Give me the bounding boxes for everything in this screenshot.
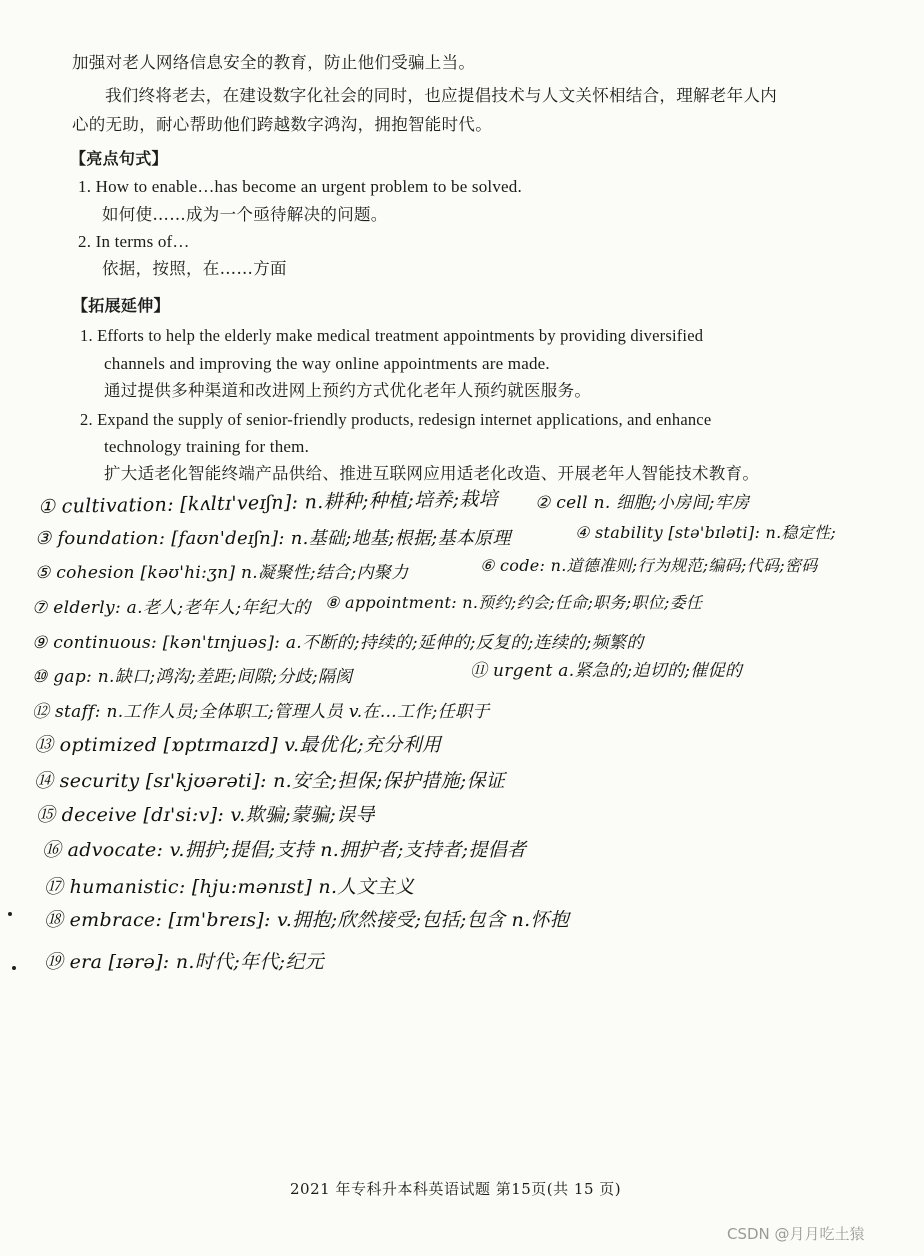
handwritten-note-14: ⑭ security [sɪ'kjʊərəti]: n.安全;担保;保护措施;保证 [34, 770, 506, 792]
handwritten-note-17: ⑰ humanistic: [hju:mənɪst] n.人文主义 [44, 876, 415, 898]
handwritten-note-4: ④ stability [stə'bɪləti]: n.稳定性; [575, 523, 837, 542]
handwritten-note-6: ⑥ code: n.道德准则;行为规范;编码;代码;密码 [480, 556, 818, 575]
extension-1-english-line-1: 1. Efforts to help the elderly make medical treatment appointments by providing diversified [80, 326, 704, 345]
paragraph-2-line-1: 我们终将老去，在建设数字化社会的同时，也应提倡技术与人文关怀相结合，理解老年人内 [105, 86, 777, 105]
extension-2-english-line-2: technology training for them. [104, 437, 310, 456]
paragraph-2-line-2: 心的无助，耐心帮助他们跨越数字鸿沟，拥抱智能时代。 [72, 115, 492, 134]
handwritten-note-13: ⑬ optimized [ɒptɪmaɪzd] v.最优化;充分利用 [34, 734, 442, 756]
handwritten-note-8: ⑧ appointment: n.预约;约会;任命;职务;职位;委任 [325, 593, 703, 612]
margin-speck [8, 912, 12, 916]
extension-2-english-line-1: 2. Expand the supply of senior-friendly products, redesign internet applications, and enhance [80, 410, 712, 429]
highlight-2-chinese: 依据，按照，在……方面 [102, 259, 287, 278]
extension-1-chinese: 通过提供多种渠道和改进网上预约方式优化老年人预约就医服务。 [104, 381, 592, 400]
extension-1-english-line-2: channels and improving the way online appointments are made. [104, 354, 550, 373]
handwritten-note-2: ② cell n. 细胞;小房间;牢房 [535, 493, 750, 513]
handwritten-note-15: ⑮ deceive [dɪ'si:v]: v.欺骗;蒙骗;误导 [36, 804, 375, 826]
handwritten-note-19: ⑲ era [ɪərə]: n.时代;年代;纪元 [44, 951, 324, 973]
extension-heading: 【拓展延伸】 [72, 296, 170, 315]
highlight-1-chinese: 如何使……成为一个亟待解决的问题。 [102, 205, 388, 224]
handwritten-note-1: ① cultivation: [kʌltɪ'veɪʃn]: n.耕种;种植;培养;栽培 [37, 487, 499, 518]
handwritten-note-12: ⑫ staff: n.工作人员;全体职工;管理人员 v.在…工作;任职于 [32, 702, 490, 722]
handwritten-note-7: ⑦ elderly: a.老人;老年人;年纪大的 [32, 598, 311, 618]
margin-speck [12, 966, 16, 970]
paragraph-1: 加强对老人网络信息安全的教育，防止他们受骗上当。 [72, 53, 476, 72]
highlight-1-english: 1. How to enable…has become an urgent problem to be solved. [78, 177, 522, 196]
highlight-2-english: 2. In terms of… [78, 232, 190, 251]
page-footer: 2021 年专科升本科英语试题 第15页(共 15 页) [290, 1180, 622, 1198]
highlight-heading: 【亮点句式】 [70, 149, 168, 168]
handwritten-note-18: ⑱ embrace: [ɪm'breɪs]: v.拥抱;欣然接受;包括;包含 n.怀抱 [44, 909, 570, 931]
handwritten-note-3: ③ foundation: [faʊn'deɪʃn]: n.基础;地基;根据;基本原理 [35, 528, 511, 549]
handwritten-note-16: ⑯ advocate: v.拥护;提倡;支持 n.拥护者;支持者;提倡者 [42, 839, 527, 861]
handwritten-note-11: ⑪ urgent a.紧急的;迫切的;催促的 [470, 661, 743, 681]
extension-2-chinese: 扩大适老化智能终端产品供给、推进互联网应用适老化改造、开展老年人智能技术教育。 [104, 464, 760, 483]
handwritten-note-10: ⑩ gap: n.缺口;鸿沟;差距;间隙;分歧;隔阂 [32, 667, 353, 687]
csdn-watermark: CSDN @月月吃土猿 [727, 1225, 865, 1243]
handwritten-note-5: ⑤ cohesion [kəʊ'hi:ʒn] n.凝聚性;结合;内聚力 [35, 563, 409, 583]
handwritten-note-9: ⑨ continuous: [kən'tɪnjuəs]: a.不断的;持续的;延伸的;反复的;连续的;频繁的 [32, 633, 644, 653]
